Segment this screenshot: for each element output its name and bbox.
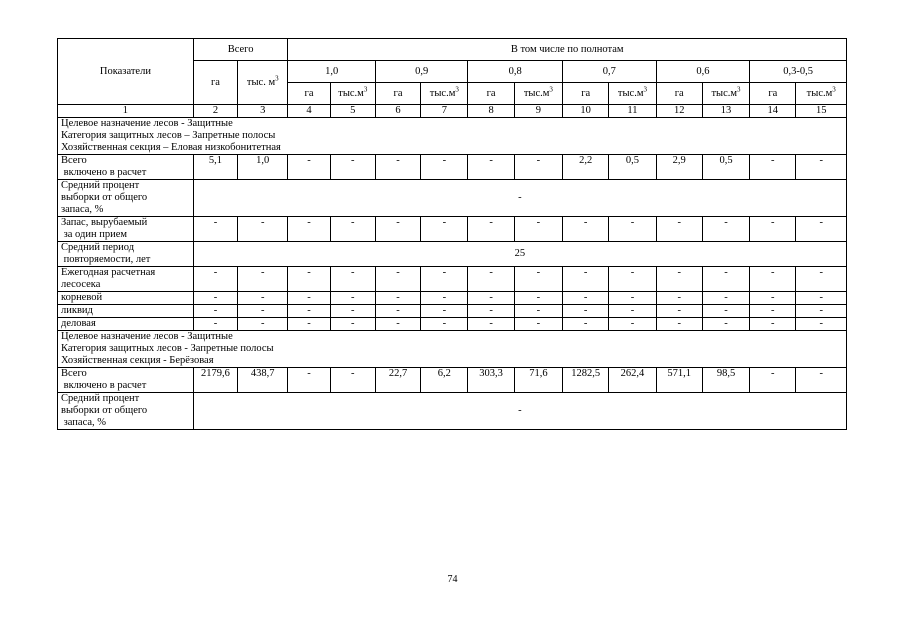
table-cell: -	[609, 305, 656, 318]
table-cell: 1282,5	[563, 368, 609, 393]
row-label-line: корневой	[61, 292, 103, 303]
table-cell: -	[468, 292, 514, 305]
table-cell: -	[750, 368, 796, 393]
row-label-line: Всего	[61, 155, 87, 166]
table-cell: -	[421, 305, 468, 318]
table-cell: -	[238, 292, 288, 305]
row-label-line: включено в расчет	[61, 167, 147, 178]
table-cell: -	[288, 305, 330, 318]
row-label	[58, 318, 194, 331]
page-number: 74	[447, 574, 458, 585]
table-cell: 262,4	[609, 368, 656, 393]
row-label	[58, 267, 194, 292]
row-label-line: деловая	[61, 318, 96, 329]
header-thous-m3-density-4: $тыс.м^3$	[609, 83, 656, 105]
row-label-line: выборки от общего	[61, 405, 148, 416]
column-number: 5	[330, 105, 375, 118]
table-cell: -	[609, 217, 656, 242]
table-cell: -	[421, 267, 468, 292]
table-cell: 6,2	[421, 368, 468, 393]
column-number: 6	[375, 105, 420, 118]
table-cell: -	[421, 318, 468, 331]
column-number: 12	[656, 105, 702, 118]
table-cell: -	[796, 217, 847, 242]
header-ha-total: га	[193, 61, 237, 105]
table-cell: 0,5	[702, 155, 749, 180]
table-cell: -	[288, 318, 330, 331]
table-cell: -	[514, 267, 562, 292]
table-row	[58, 292, 847, 305]
table-cell: -	[288, 155, 330, 180]
row-label-line: выборки от общего	[61, 192, 148, 203]
table-cell: -	[702, 318, 749, 331]
table-row	[58, 305, 847, 318]
table-cell: 2,2	[563, 155, 609, 180]
table-cell: -	[750, 267, 796, 292]
column-number: 3	[238, 105, 288, 118]
header-density-1: 1,0	[288, 61, 376, 83]
section-header-line: Хозяйственная секция – Еловая низкобонитетная	[61, 142, 281, 153]
row-label-line: ликвид	[61, 305, 93, 316]
column-number: 8	[468, 105, 514, 118]
table-cell: -	[656, 318, 702, 331]
table-cell: -	[330, 155, 375, 180]
section-header-line: Категория защитных лесов – Запретные полосы	[61, 130, 276, 141]
table-cell: -	[330, 305, 375, 318]
row-label-line: лесосека	[61, 279, 101, 290]
row-label-line: Ежегодная расчетная	[61, 267, 156, 278]
table-row	[58, 318, 847, 331]
table-cell: -	[796, 155, 847, 180]
header-thous-m3-density-5: $тыс.м^3$	[702, 83, 749, 105]
table-cell: 2,9	[656, 155, 702, 180]
row-label-line: Запас, вырубаемый	[61, 217, 148, 228]
section-header	[58, 331, 847, 368]
row-label-line: запаса, %	[61, 417, 107, 428]
header-density-3: 0,8	[468, 61, 563, 83]
table-row	[58, 155, 847, 180]
header-ha-density-2: га	[375, 83, 420, 105]
table-cell: -	[375, 155, 420, 180]
table-cell: -	[750, 217, 796, 242]
row-label	[58, 305, 194, 318]
table-cell: 5,1	[193, 155, 237, 180]
table-cell: -	[563, 318, 609, 331]
header-density-6: 0,3-0,5	[750, 61, 847, 83]
column-number: 14	[750, 105, 796, 118]
header-including: В том числе по полнотам	[288, 39, 847, 61]
table-cell: -	[375, 267, 420, 292]
table-cell: -	[609, 267, 656, 292]
table-cell: -	[468, 305, 514, 318]
table-cell: -	[375, 305, 420, 318]
table-cell: -	[421, 292, 468, 305]
table-cell: 438,7	[238, 368, 288, 393]
merged-value-cell: 25	[193, 242, 846, 267]
table-cell: -	[193, 292, 237, 305]
table-cell: 303,3	[468, 368, 514, 393]
table-cell: -	[656, 292, 702, 305]
table-row	[58, 393, 847, 430]
table-cell: 98,5	[702, 368, 749, 393]
row-label-line: запаса, %	[61, 204, 104, 215]
header-ha-density-3: га	[468, 83, 514, 105]
table-cell: -	[609, 318, 656, 331]
table-cell: -	[193, 318, 237, 331]
header-density-2: 0,9	[375, 61, 468, 83]
table-cell: -	[656, 267, 702, 292]
table-cell: -	[563, 305, 609, 318]
table-cell: -	[609, 292, 656, 305]
table-cell: -	[514, 305, 562, 318]
header-thous-m3-density-1: $тыс.м^3$	[330, 83, 375, 105]
table-cell: -	[330, 292, 375, 305]
table-cell: -	[238, 267, 288, 292]
header-ha-density-6: га	[750, 83, 796, 105]
table-cell: 22,7	[375, 368, 420, 393]
column-number: 13	[702, 105, 749, 118]
table-cell: -	[702, 267, 749, 292]
header-thous-m3-density-3: $тыс.м^3$	[514, 83, 562, 105]
header-density-5: 0,6	[656, 61, 750, 83]
table-cell: -	[796, 368, 847, 393]
row-label	[58, 292, 194, 305]
table-cell: -	[288, 368, 330, 393]
header-density-4: 0,7	[563, 61, 657, 83]
table-cell: -	[238, 217, 288, 242]
row-label	[58, 393, 194, 430]
table-cell: -	[193, 305, 237, 318]
table-cell: -	[375, 217, 420, 242]
table-cell: -	[288, 292, 330, 305]
table-cell: -	[468, 318, 514, 331]
table-cell: -	[468, 267, 514, 292]
table-row	[58, 180, 847, 217]
merged-value-cell: -	[193, 393, 846, 430]
section-header-line: Целевое назначение лесов - Защитные	[61, 118, 233, 129]
section-header-line: Категория защитных лесов - Запретные полосы	[61, 343, 274, 354]
header-thous-m3-total: тыс. $м^3$	[238, 61, 288, 105]
table-cell: -	[563, 292, 609, 305]
column-number: 7	[421, 105, 468, 118]
table-cell: -	[750, 305, 796, 318]
header-thous-m3-density-2: $тыс.м^3$	[421, 83, 468, 105]
table-cell: -	[563, 217, 609, 242]
row-label	[58, 155, 194, 180]
row-label-line: Средний процент	[61, 180, 140, 191]
table-cell: 2179,6	[193, 368, 237, 393]
table-cell: -	[514, 318, 562, 331]
header-ha-density-5: га	[656, 83, 702, 105]
header-thous-m3-density-6: $тыс.м^3$	[796, 83, 847, 105]
table-cell: -	[330, 267, 375, 292]
row-label-line: Средний процент	[61, 393, 140, 404]
table-cell: -	[375, 318, 420, 331]
table-cell: -	[193, 267, 237, 292]
column-number: 11	[609, 105, 656, 118]
table-cell: -	[563, 267, 609, 292]
column-number: 2	[193, 105, 237, 118]
table-row	[58, 267, 847, 292]
table-cell: -	[514, 217, 562, 242]
row-label	[58, 368, 194, 393]
header-ha-density-4: га	[563, 83, 609, 105]
row-label-line: Средний период	[61, 242, 135, 253]
section-header-line: Хозяйственная секция - Берёзовая	[61, 355, 214, 366]
table-cell: -	[656, 305, 702, 318]
table-cell: -	[330, 217, 375, 242]
table-cell: 571,1	[656, 368, 702, 393]
table-cell: -	[796, 305, 847, 318]
column-number: 9	[514, 105, 562, 118]
table-cell: -	[656, 217, 702, 242]
table-cell: -	[330, 368, 375, 393]
table-row	[58, 368, 847, 393]
table-cell: -	[750, 155, 796, 180]
table-cell: -	[796, 267, 847, 292]
table-cell: 1,0	[238, 155, 288, 180]
table-cell: -	[750, 292, 796, 305]
table-cell: -	[288, 217, 330, 242]
header-total: Всего	[193, 39, 288, 61]
row-label-line: за один прием	[61, 229, 128, 240]
table-cell: -	[468, 155, 514, 180]
table-cell: -	[375, 292, 420, 305]
table-cell: -	[702, 217, 749, 242]
table-cell: -	[468, 217, 514, 242]
column-number: 1	[58, 105, 194, 118]
section-header	[58, 118, 847, 155]
table-cell: -	[702, 292, 749, 305]
merged-value-cell: -	[193, 180, 846, 217]
row-label	[58, 180, 194, 217]
table-cell: -	[796, 318, 847, 331]
table-cell: -	[796, 292, 847, 305]
table-cell: -	[193, 217, 237, 242]
table-cell: -	[238, 305, 288, 318]
table-cell: -	[514, 292, 562, 305]
header-ha-density-1: га	[288, 83, 330, 105]
row-label	[58, 242, 194, 267]
table-cell: -	[288, 267, 330, 292]
table-cell: -	[238, 318, 288, 331]
table-row	[58, 217, 847, 242]
section-header-line: Целевое назначение лесов - Защитные	[61, 331, 233, 342]
column-number: 10	[563, 105, 609, 118]
table-cell: -	[330, 318, 375, 331]
row-label-line: повторяемости, лет	[61, 254, 151, 265]
table-cell: 71,6	[514, 368, 562, 393]
forest-data-table	[57, 38, 847, 430]
table-cell: -	[702, 305, 749, 318]
table-cell: -	[514, 155, 562, 180]
table-cell: -	[750, 318, 796, 331]
row-label	[58, 217, 194, 242]
column-number: 4	[288, 105, 330, 118]
table-row	[58, 242, 847, 267]
table-cell: -	[421, 217, 468, 242]
row-label-line: включено в расчет	[61, 380, 147, 391]
header-indicators: Показатели	[58, 39, 194, 105]
table-cell: 0,5	[609, 155, 656, 180]
row-label-line: Всего	[61, 368, 87, 379]
column-number: 15	[796, 105, 847, 118]
table-cell: -	[421, 155, 468, 180]
